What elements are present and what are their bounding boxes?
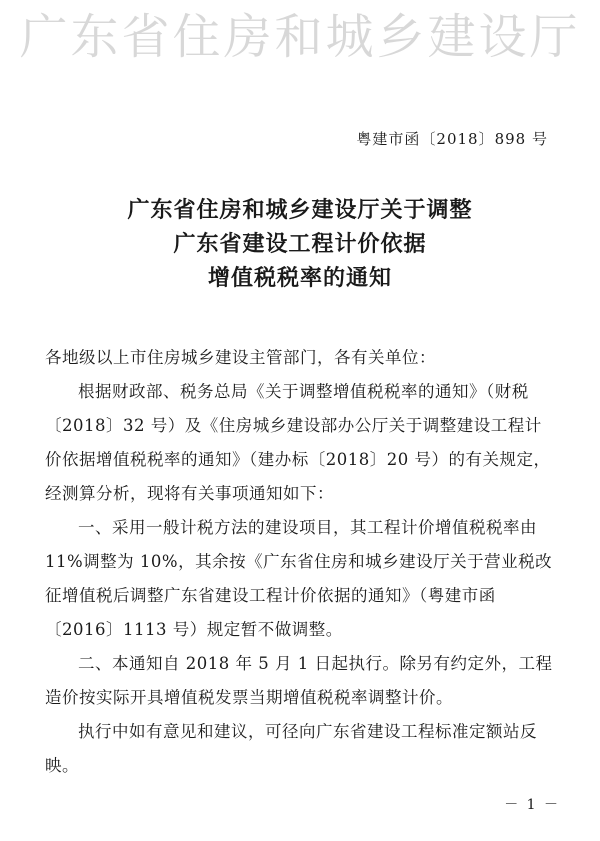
document-body — [45, 341, 555, 783]
page-number: － 1 － — [504, 797, 560, 813]
title-line: 增值税税率的通知 — [207, 265, 392, 291]
body-paragraph: 根据财政部、税务总局《关于调整增值税税率的通知》（财税〔2018〕32 号）及《住房城乡建设部办公厅关于调整建设工程计价依据增值税税率的通知》（建办标〔2018〕20 号）的有关规定，经测算分析，现将有关事项通知如下： — [45, 382, 551, 503]
letterhead-title: 广东省住房和城乡建设厅 — [19, 9, 581, 65]
body-paragraph: 一、采用一般计税方法的建设项目，其工程计价增值税税率由 11%调整为 10%，其余按《广东省住房和城乡建设厅关于营业税改征增值税后调整广东省建设工程计价依据的通知》（粤建市函〔2016〕1113 号）规定暂不做调整。 — [45, 518, 553, 639]
title-line: 广东省住房和城乡建设厅关于调整 — [127, 197, 473, 223]
body-paragraph: 执行中如有意见和建议，可径向广东省建设工程标准定额站反映。 — [45, 722, 537, 775]
title-line: 广东省建设工程计价依据 — [173, 231, 427, 257]
salutation: 各地级以上市住房城乡建设主管部门，各有关单位： — [45, 348, 436, 367]
document-title — [0, 193, 600, 295]
body-paragraph: 二、本通知自 2018 年 5 月 1 日起执行。除另有约定外，工程造价按实际开具增值税发票当期增值税税率调整计价。 — [45, 654, 553, 707]
document-number: 粤建市函〔2018〕898 号 — [356, 130, 548, 148]
